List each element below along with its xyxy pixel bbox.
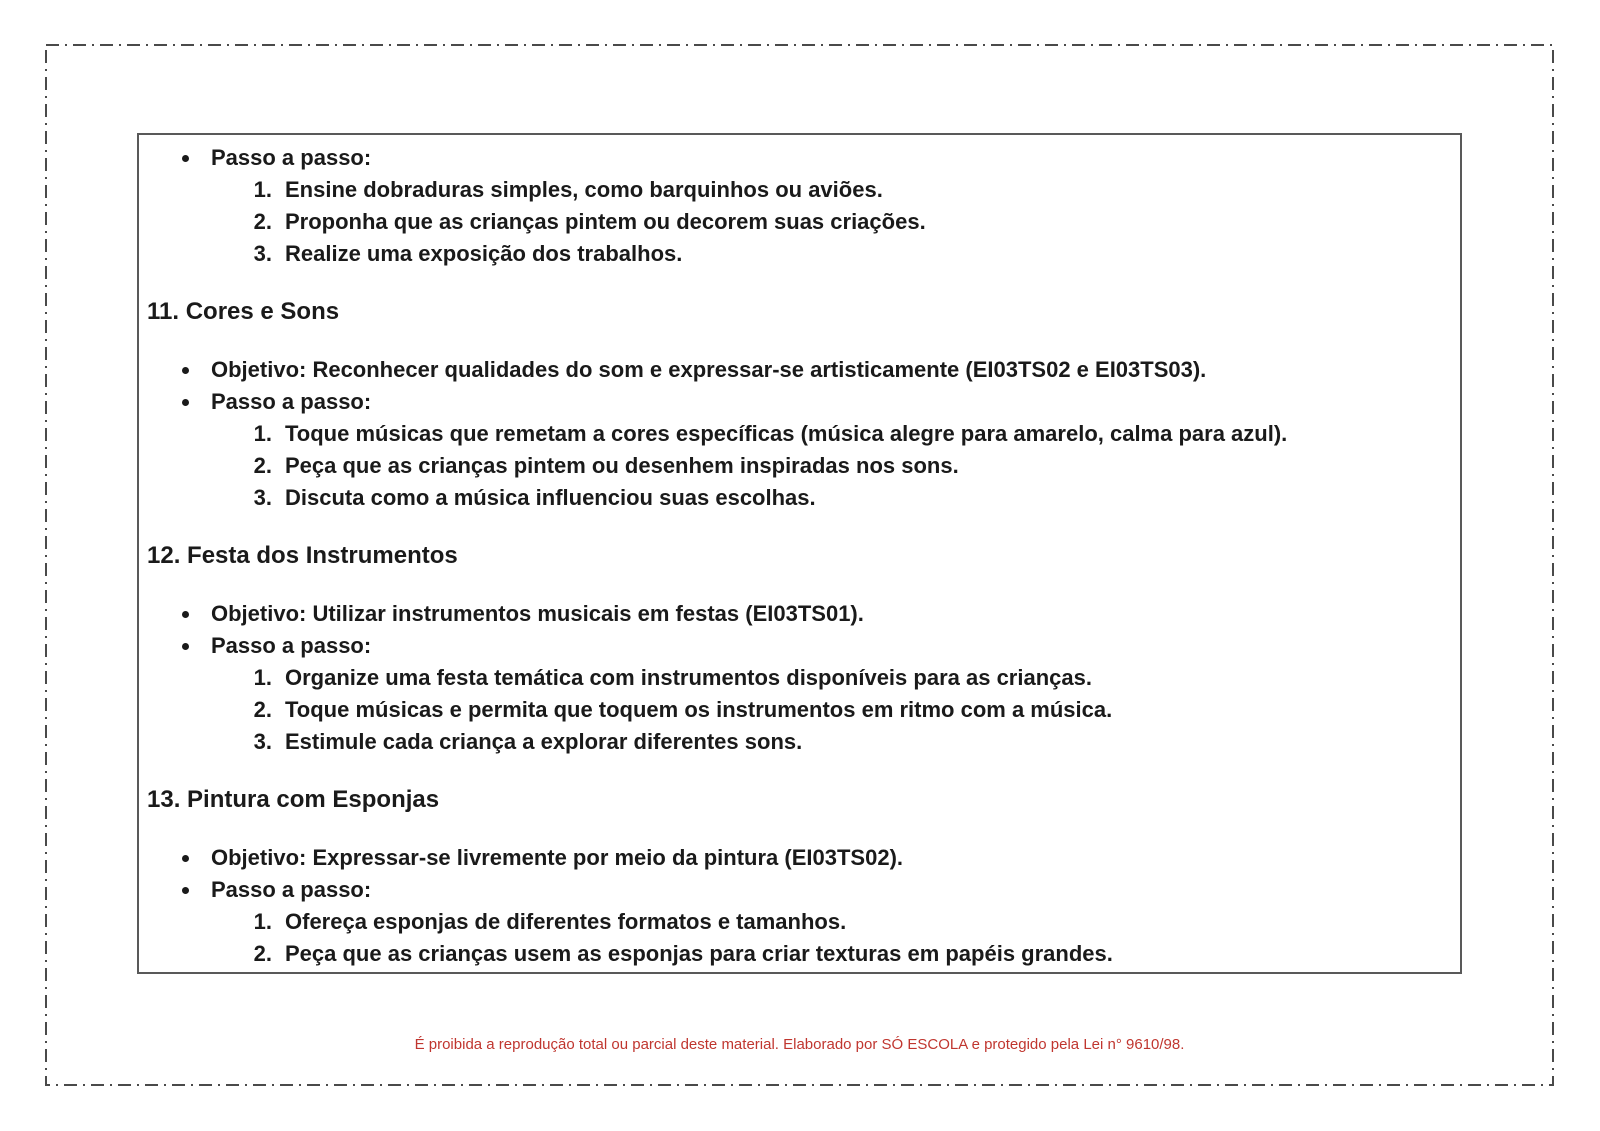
section-title: 12. Festa dos Instrumentos (147, 542, 458, 569)
numbered-step (147, 938, 1436, 970)
numbered-step (147, 238, 1436, 270)
numbered-step (147, 482, 1436, 514)
step-text: Organize uma festa temática com instrumentos disponíveis para as crianças. (285, 665, 1092, 690)
numbered-step (147, 694, 1436, 726)
numbered-step (147, 206, 1436, 238)
objective-row (147, 598, 1436, 630)
step-label-row (147, 874, 1436, 906)
step-text: Estimule cada criança a explorar diferentes sons. (285, 729, 803, 754)
objective-text: Objetivo: Reconhecer qualidades do som e expressar-se artisticamente (EI03TS02 e EI03TS03). (211, 357, 1207, 382)
step-text: Toque músicas e permita que toquem os instrumentos em ritmo com a música. (285, 697, 1113, 722)
step-list-label: Passo a passo: (211, 633, 372, 658)
bullet-icon (182, 855, 189, 862)
bullet-icon (182, 887, 189, 894)
bullet-icon (182, 155, 189, 162)
objective-row (147, 354, 1436, 386)
objective-text: Objetivo: Utilizar instrumentos musicais em festas (EI03TS01). (211, 601, 864, 626)
numbered-steps (147, 418, 1436, 514)
step-text: Toque músicas que remetam a cores específicas (música alegre para amarelo, calma para azul). (285, 421, 1288, 446)
numbered-steps (147, 906, 1436, 970)
bullet-icon (182, 643, 189, 650)
step-label-row (147, 630, 1436, 662)
numbered-step (147, 418, 1436, 450)
step-text: Proponha que as crianças pintem ou decorem suas criações. (285, 209, 926, 234)
step-list-label: Passo a passo: (211, 145, 372, 170)
numbered-step (147, 450, 1436, 482)
bullet-icon (182, 399, 189, 406)
numbered-step (147, 906, 1436, 938)
bullet-icon (182, 367, 189, 374)
step-list-label: Passo a passo: (211, 389, 372, 414)
objective-row (147, 842, 1436, 874)
numbered-steps (147, 662, 1436, 758)
step-text: Realize uma exposição dos trabalhos. (285, 241, 683, 266)
numbered-step (147, 726, 1436, 758)
numbered-step (147, 662, 1436, 694)
numbered-step (147, 174, 1436, 206)
step-text: Peça que as crianças pintem ou desenhem inspiradas nos sons. (285, 453, 959, 478)
step-text: Discuta como a música influenciou suas escolhas. (285, 485, 816, 510)
intro-numbered-steps (147, 174, 1436, 270)
section-title: 13. Pintura com Esponjas (147, 786, 440, 813)
step-text: Peça que as crianças usem as esponjas para criar texturas em papéis grandes. (285, 941, 1113, 966)
step-text: Ensine dobraduras simples, como barquinhos ou aviões. (285, 177, 883, 202)
objective-text: Objetivo: Expressar-se livremente por meio da pintura (EI03TS02). (211, 845, 904, 870)
step-label-row (147, 386, 1436, 418)
copyright-notice: É proibida a reprodução total ou parcial deste material. Elaborado por SÓ ESCOLA e protegido pela Lei n° 9610/98. (414, 1036, 1185, 1053)
activities-content-box (137, 133, 1462, 974)
step-list-label: Passo a passo: (211, 877, 372, 902)
step-text: Ofereça esponjas de diferentes formatos e tamanhos. (285, 909, 847, 934)
bullet-icon (182, 611, 189, 618)
section-title: 11. Cores e Sons (147, 298, 340, 325)
intro-step-label-row (147, 142, 1436, 174)
